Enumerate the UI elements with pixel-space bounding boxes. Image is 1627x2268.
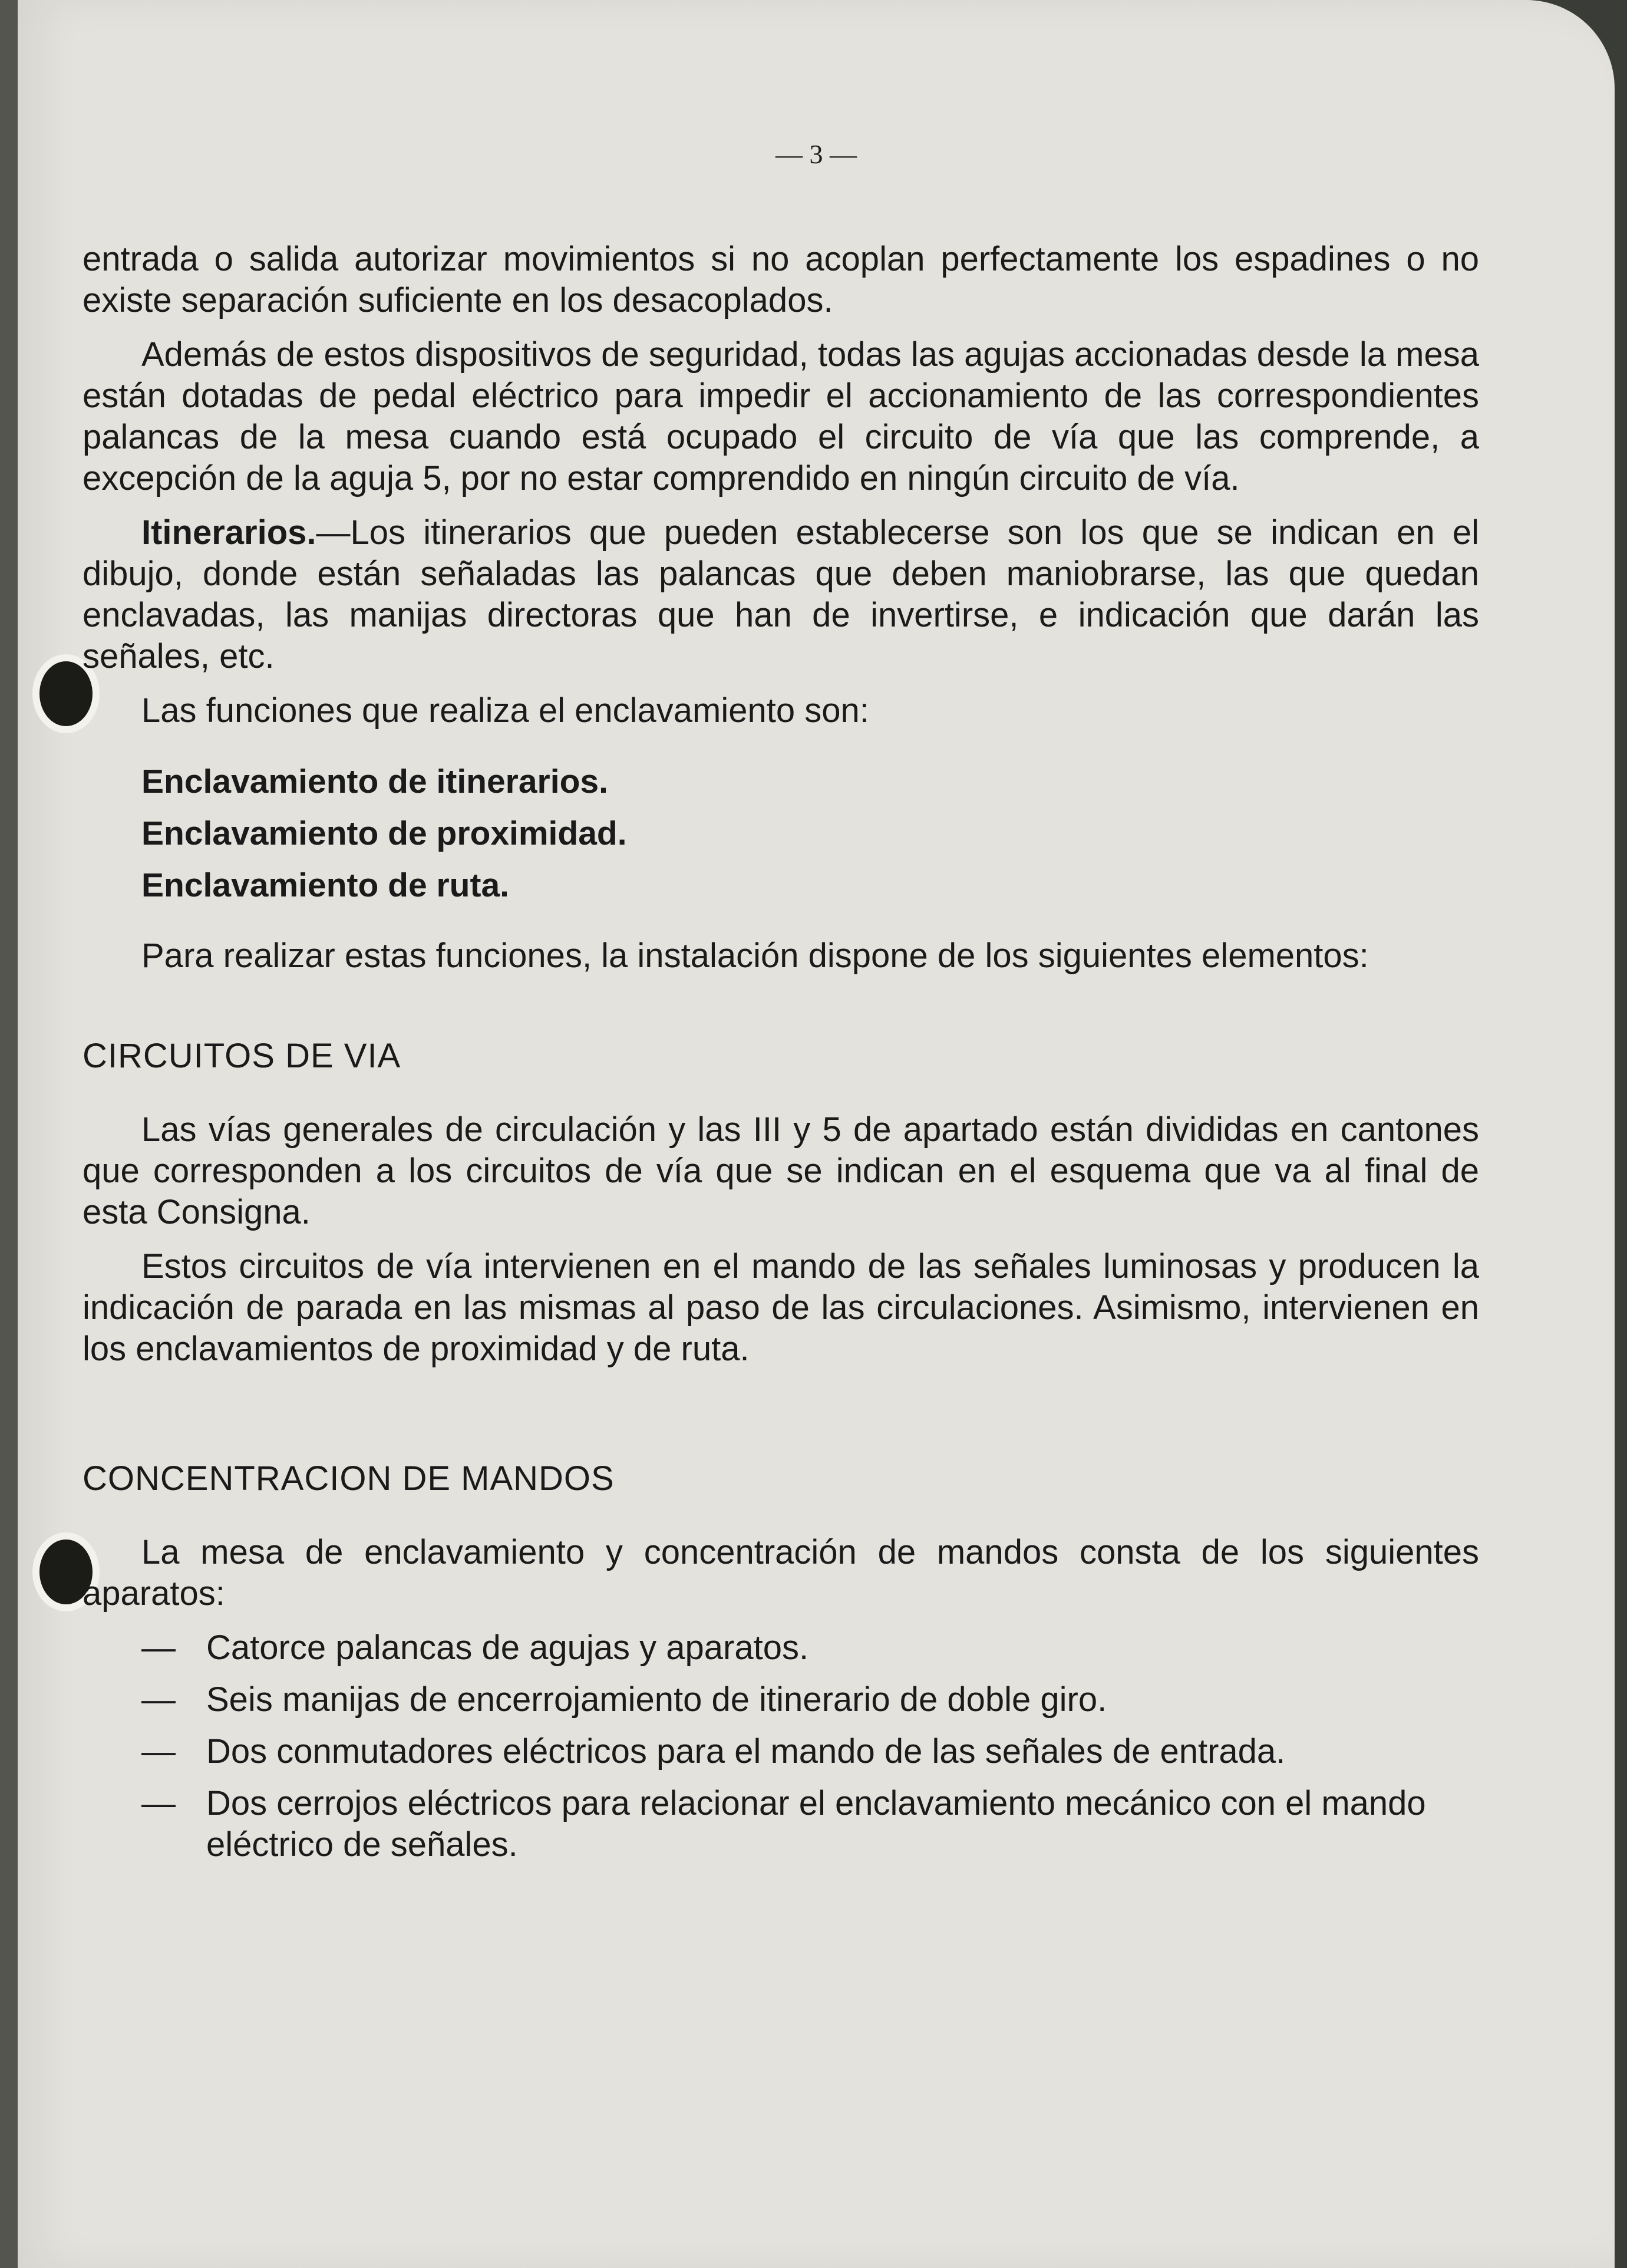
list-dash: — <box>141 1732 176 1771</box>
heading-concentracion-de-mandos: CONCENTRACION DE MANDOS <box>82 1459 615 1498</box>
list-item-text: Dos conmutadores eléctricos para el mando de las señales de entrada. <box>206 1732 1286 1771</box>
list-dash: — <box>141 1629 176 1667</box>
heading-circuitos-de-via: CIRCUITOS DE VIA <box>82 1037 401 1075</box>
list-item <box>82 1627 1479 1669</box>
function-item-1: Enclavamiento de itinerarios. <box>141 763 608 800</box>
paragraph-1: entrada o salida autorizar movimientos si no acoplan perfectamente los espadines o no existe separación suficiente en los desacoplados. <box>82 240 1479 319</box>
document-page <box>18 0 1615 2268</box>
paragraph-mesa: La mesa de enclavamiento y concentración de mandos consta de los siguientes aparatos: <box>82 1533 1479 1613</box>
paragraph-itinerarios <box>82 512 1479 677</box>
paragraph-circuitos-1: Las vías generales de circulación y las III y 5 de apartado están divididas en cantones que corresponden a los circuitos de vía que se indican en el esquema que va al final de esta Consigna. <box>82 1110 1479 1231</box>
paragraph-elements-intro: Para realizar estas funciones, la instalación dispone de los siguientes elementos: <box>141 937 1369 975</box>
apparatus-list <box>82 1627 1479 1865</box>
itinerarios-text: —Los itinerarios que pueden establecerse son los que se indican en el dibujo, donde están señaladas las palancas que deben maniobrarse, las que quedan enclavadas, las manijas directoras que han de invertirse, e indicación que darán las señales, etc. <box>82 513 1479 675</box>
paragraph-functions-intro: Las funciones que realiza el enclavamiento son: <box>141 691 869 730</box>
itinerarios-lead: Itinerarios. <box>141 513 316 552</box>
list-dash: — <box>141 1784 176 1822</box>
document-body <box>82 239 1479 1876</box>
list-item <box>82 1679 1479 1720</box>
page-number: — 3 — <box>775 139 857 169</box>
list-item-text: Dos cerrojos eléctricos para relacionar el enclavamiento mecánico con el mando eléctrico de señales. <box>206 1784 1426 1864</box>
list-dash: — <box>141 1680 176 1719</box>
list-item <box>82 1783 1479 1865</box>
function-item-3: Enclavamiento de ruta. <box>141 866 510 904</box>
paragraph-2: Además de estos dispositivos de seguridad, todas las agujas accionadas desde la mesa están dotadas de pedal eléctrico para impedir el accionamiento de las correspondientes palancas de la mesa cuando está ocupado el circuito de vía que las comprende, a excepción de la aguja 5, por no estar comprendido en ningún circuito de vía. <box>82 335 1479 497</box>
paragraph-circuitos-2: Estos circuitos de vía intervienen en el mando de las señales luminosas y producen la indicación de parada en las mismas al paso de las circulaciones. Asimismo, intervienen en los enclavamientos de proximidad y de ruta. <box>82 1247 1479 1368</box>
list-item-text: Catorce palancas de agujas y aparatos. <box>206 1629 809 1667</box>
list-item <box>82 1731 1479 1772</box>
list-item-text: Seis manijas de encerrojamiento de itinerario de doble giro. <box>206 1680 1107 1719</box>
function-item-2: Enclavamiento de proximidad. <box>141 815 627 852</box>
